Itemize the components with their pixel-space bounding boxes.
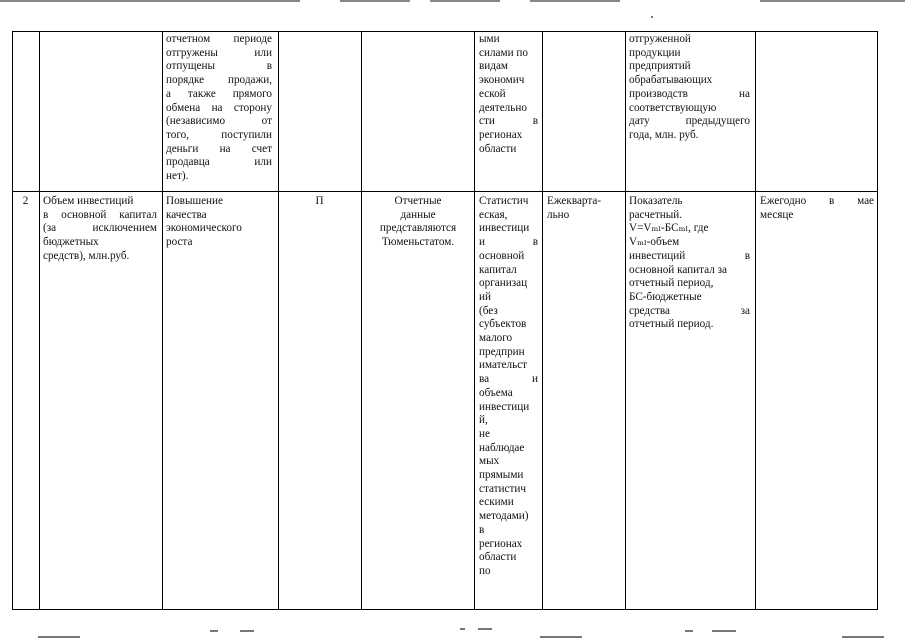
text-line: дату предыдущего — [629, 115, 750, 128]
text-line: видам — [479, 60, 509, 73]
text-line: продавца или — [166, 156, 272, 169]
indicator-type: П — [315, 195, 324, 207]
text-line: статистич — [479, 482, 527, 495]
text-line: основной — [479, 249, 525, 262]
text-line: инвестиций в — [629, 249, 750, 262]
text-line: инвестици — [479, 400, 530, 413]
text-line: отчетный период. — [629, 318, 714, 331]
text-line: расчетный. — [629, 208, 683, 221]
text-line: Объем инвестиций — [43, 195, 134, 207]
prev-row-definition-cell — [166, 33, 272, 184]
text-line: Vₘₗ-объем — [629, 236, 680, 249]
text-line: еской — [479, 87, 506, 100]
scan-speck — [651, 16, 653, 18]
text-line: месяце — [760, 208, 794, 221]
scan-top-edge — [0, 0, 905, 4]
text-line: того, поступили — [166, 128, 272, 141]
text-line: ва и — [479, 373, 538, 386]
text-line: методами) — [479, 510, 529, 523]
method-cell — [479, 195, 538, 579]
text-line: регионах — [479, 128, 523, 141]
text-line: еская, — [479, 208, 508, 221]
text-line: сти в — [479, 115, 538, 128]
data-source-cell — [363, 195, 473, 250]
text-line: Повышение — [166, 195, 223, 207]
deadline-cell — [760, 195, 874, 222]
text-line: роста — [166, 236, 193, 249]
text-line: года, млн. руб. — [629, 128, 699, 141]
text-line: БС-бюджетные — [629, 290, 702, 303]
text-line: наблюдае — [479, 441, 525, 454]
text-line: в — [479, 523, 485, 536]
scan-bottom-edge — [0, 626, 905, 640]
text-line: нет). — [166, 170, 189, 183]
text-line: основной капитал за — [629, 263, 727, 276]
text-line: средств), млн.руб. — [43, 249, 130, 262]
periodicity-cell — [547, 195, 621, 222]
text-line: ыми — [479, 33, 500, 45]
text-line: отпущены в — [166, 60, 272, 73]
prev-row-formula-cell — [629, 33, 750, 143]
text-line: мых — [479, 455, 500, 468]
text-line: регионах — [479, 537, 523, 550]
text-line: V=Vₘₗ-БСₘₗ, где — [629, 222, 709, 235]
text-line: Тюменьстатом. — [381, 236, 455, 249]
text-line: области — [479, 142, 517, 155]
text-line: деньги на счет — [166, 142, 272, 155]
text-line: предприятий — [629, 60, 691, 73]
formula-cell — [629, 195, 750, 332]
text-line: деятельно — [479, 101, 527, 114]
text-line: экономич — [479, 74, 525, 87]
text-line: ескими — [479, 496, 514, 509]
text-line: Ежегодно в мае — [760, 195, 874, 207]
text-line: качества — [166, 208, 207, 221]
text-line: (без — [479, 304, 498, 317]
text-line: производств на — [629, 87, 750, 100]
text-line: инвестици — [479, 222, 530, 235]
text-line: отгруженной — [629, 33, 691, 45]
row-number: 2 — [22, 195, 29, 207]
text-line: объема — [479, 386, 513, 399]
text-line: (за исключением — [43, 222, 157, 235]
text-line: силами по — [479, 46, 528, 59]
text-line: отчетный период, — [629, 277, 714, 290]
text-line: бюджетных — [43, 236, 99, 249]
text-line: средства за — [629, 304, 750, 317]
text-line: области — [479, 551, 517, 564]
text-line: представляются — [379, 222, 457, 235]
prev-row-method-cell — [479, 33, 538, 156]
text-line: ий — [479, 290, 491, 303]
text-line: Показатель — [629, 195, 683, 207]
text-line: соответствующую — [629, 101, 717, 114]
text-line: субъектов — [479, 318, 527, 331]
text-line: отчетном периоде — [166, 33, 272, 45]
text-line: по — [479, 564, 491, 577]
text-line: Ежекварта- — [547, 195, 602, 207]
text-line: а также прямого — [166, 87, 272, 100]
text-line: прямыми — [479, 469, 524, 482]
text-line: данные — [400, 208, 436, 221]
text-line: порядке продажи, — [166, 74, 272, 87]
text-line: и в — [479, 236, 538, 249]
text-line: имательст — [479, 359, 528, 372]
text-line: (независимо от — [166, 115, 272, 128]
text-line: Статистич — [479, 195, 529, 207]
text-line: льно — [547, 208, 570, 221]
text-line: продукции — [629, 46, 681, 59]
text-line: предприн — [479, 345, 525, 358]
text-line: не — [479, 427, 490, 440]
goal-cell — [166, 195, 274, 250]
text-line: в основной капитал — [43, 208, 157, 221]
text-line: экономического — [166, 222, 242, 235]
text-line: обмена на сторону — [166, 101, 272, 114]
text-line: капитал — [479, 263, 517, 276]
text-line: й, — [479, 414, 488, 427]
text-line: отгружены или — [166, 46, 272, 59]
text-line: обрабатывающих — [629, 74, 713, 87]
indicator-name-cell — [43, 195, 157, 264]
text-line: малого — [479, 332, 513, 345]
text-line: организац — [479, 277, 528, 290]
text-line: Отчетные — [394, 195, 442, 207]
